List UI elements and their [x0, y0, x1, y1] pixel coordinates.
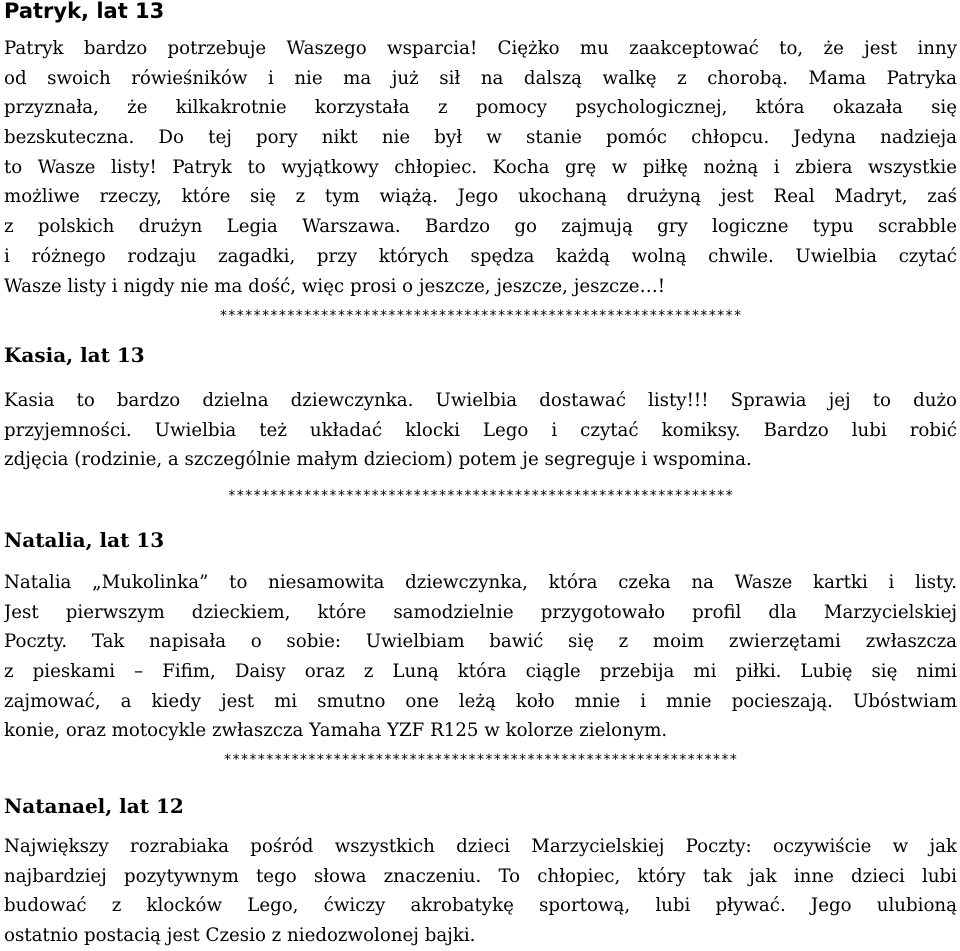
text-line: możliwe rzeczy, które się z tym wiążą. Jego ukochaną drużyną jest Real Madryt, zaś	[4, 186, 957, 208]
text-line: Wasze listy i nigdy nie ma dość, więc prosi o jeszcze, jeszcze, jeszcze…!	[4, 275, 666, 297]
text-line: od swoich rówieśników i nie ma już sił na dalszą walkę z chorobą. Mama Patryka	[4, 67, 957, 89]
section-body	[4, 832, 957, 951]
text-line: zdjęcia (rodzinie, a szczególnie małym dzieciom) potem je segreguje i wspomina.	[4, 449, 752, 471]
text-line: Natalia „Mukolinka” to niesamowita dziewczynka, która czeka na Wasze kartki i listy.	[4, 572, 957, 593]
separator: *************************************************************	[223, 752, 738, 768]
text-line: przyznała, że kilkakrotnie korzystała z pomocy psychologicznej, która okazała się	[4, 97, 957, 119]
text-line: i różnego rodzaju zagadki, przy których spędza każdą wolną chwile. Uwielbia czytać	[4, 245, 957, 267]
text-line: to Wasze listy! Patryk to wyjątkowy chłopiec. Kocha grę w piłkę nożną i zbiera wszystkie	[4, 156, 957, 178]
text-line: Największy rozrabiaka pośród wszystkich dzieci Marzycielskiej Poczty: oczywiście w jak	[4, 836, 957, 857]
text-line: przyjemności. Uwielbia też układać klocki Lego i czytać komiksy. Bardzo lubi robić	[4, 419, 957, 441]
text-line: konie, oraz motocykle zwłaszcza Yamaha YZF R125 w kolorze zielonym.	[4, 720, 668, 742]
text-line: Jest pierwszym dzieckiem, które samodzielnie przygotowało profil dla Marzycielskiej	[4, 601, 957, 623]
text-line: Patryk bardzo potrzebuje Waszego wsparcia! Ciężko mu zaakceptować to, że jest inny	[4, 38, 957, 59]
section-heading: Kasia, lat 13	[4, 343, 145, 367]
section-body	[4, 386, 957, 475]
section-heading: Patryk, lat 13	[4, 0, 165, 23]
separator: ************************************************************	[227, 488, 734, 504]
section-heading: Natalia, lat 13	[4, 528, 165, 552]
section-body	[4, 568, 957, 746]
text-line: Poczty. Tak napisała o sobie: Uwielbiam bawić się z moim zwierzętami zwłaszcza	[4, 631, 957, 653]
text-line: bezskuteczna. Do tej pory nikt nie był w stanie pomóc chłopcu. Jedyna nadzieja	[4, 127, 957, 149]
text-line: z polskich drużyn Legia Warszawa. Bardzo go zajmują gry logiczne typu scrabble	[4, 216, 957, 238]
section-body	[4, 34, 957, 301]
text-line: ostatnio postacią jest Czesio z niedozwolonej bajki.	[4, 925, 476, 947]
separator: **************************************************************	[219, 308, 742, 324]
text-line: z pieskami – Fifim, Daisy oraz z Luną która ciągle przebija mi piłki. Lubię się nimi	[4, 661, 957, 683]
text-line: budować z klocków Lego, ćwiczy akrobatykę sportową, lubi pływać. Jego ulubioną	[4, 895, 957, 917]
text-line: najbardziej pozytywnym tego słowa znaczeniu. To chłopiec, który tak jak inne dzieci lubi	[4, 865, 957, 887]
section-heading: Natanael, lat 12	[4, 794, 184, 818]
text-line: zajmować, a kiedy jest mi smutno one leżą koło mnie i mnie pocieszają. Ubóstwiam	[4, 690, 957, 712]
text-line: Kasia to bardzo dzielna dziewczynka. Uwielbia dostawać listy!!! Sprawia jej to dużo	[4, 390, 957, 411]
